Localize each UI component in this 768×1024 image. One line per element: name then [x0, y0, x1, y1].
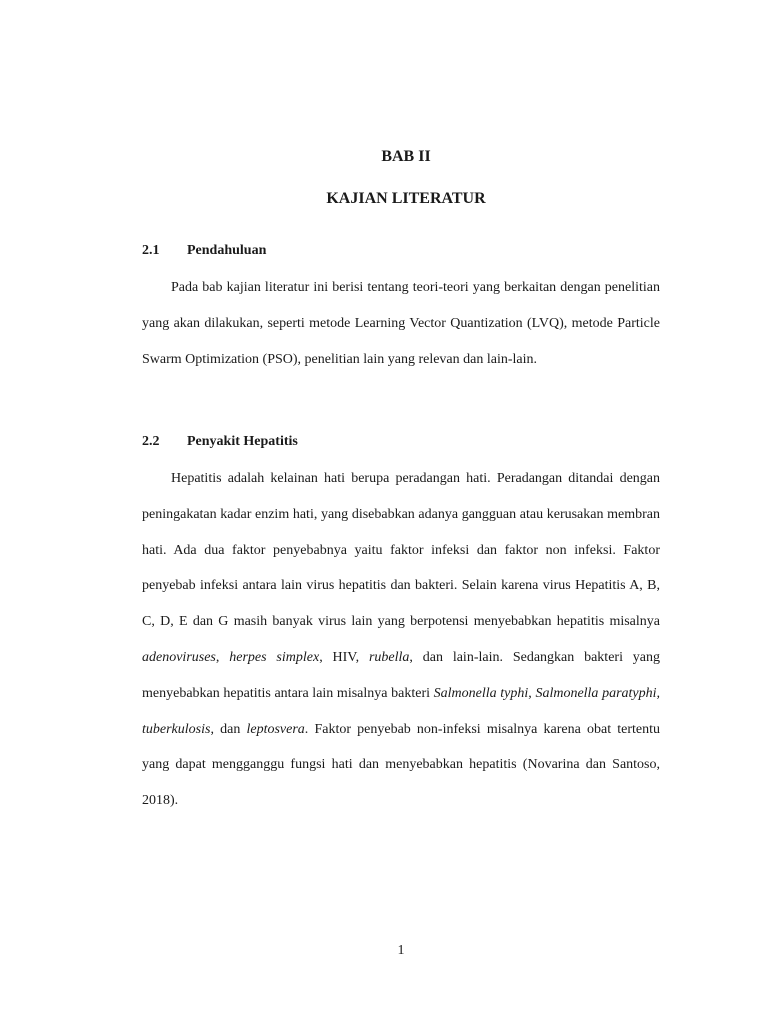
chapter-number: BAB II: [381, 148, 431, 165]
section-number: 2.1: [142, 243, 160, 258]
section-title: Pendahuluan: [187, 243, 267, 258]
section-paragraph-pendahuluan: [142, 270, 660, 377]
text-run: ,: [215, 649, 230, 665]
section-heading-pendahuluan: [142, 243, 266, 259]
italic-term: rubella: [368, 649, 410, 665]
page-number: 1: [397, 943, 405, 958]
italic-term: herpes simplex: [229, 649, 320, 665]
italic-term: adenoviruses: [142, 649, 216, 665]
italic-term: leptosvera: [246, 721, 305, 737]
italic-term: Salmonella typhi: [433, 685, 529, 701]
text-run: , dan lain-lain. Sedangkan bakteri yang menyebabkan hepatitis antara lain misalnya bakteri: [142, 649, 661, 701]
text-run: Hepatitis adalah kelainan hati berupa peradangan hati. Peradangan ditandai dengan peningakatan kadar enzim hati, yang disebabkan adanya gangguan atau kerusakan membran hati. Ada dua faktor penyebabnya yaitu faktor infeksi dan faktor non infeksi. Faktor penyebab infeksi antara lain virus hepatitis dan bakteri. Selain karena virus Hepatitis A, B, C, D, E dan G masih banyak virus lain yang berpotensi menyebabkan hepatitis misalnya: [142, 471, 660, 630]
text-run: . Faktor penyebab non-infeksi misalnya karena obat tertentu yang dapat mengganggu fungsi hati dan menyebabkan hepatitis (Novarina dan Santoso, 2018).: [142, 721, 660, 809]
section-heading-penyakit-hepatitis: [142, 434, 298, 450]
text-run: , HIV,: [319, 649, 369, 665]
chapter-title: KAJIAN LITERATUR: [326, 190, 486, 207]
text-run: ,: [528, 685, 536, 701]
section-number: 2.2: [142, 434, 160, 449]
text-run: Pada bab kajian literatur ini berisi tentang teori-teori yang berkaitan dengan penelitian yang akan dilakukan, seperti metode Learning Vector Quantization (LVQ), metode Particle Swarm Optimization (PSO), penelitian lain yang relevan dan lain-lain.: [142, 280, 660, 367]
section-title: Penyakit Hepatitis: [187, 434, 298, 449]
italic-term: Salmonella paratyphi, tuberkulosis: [142, 685, 661, 737]
section-paragraph-penyakit-hepatitis: [142, 461, 660, 819]
text-run: , dan: [210, 721, 247, 737]
